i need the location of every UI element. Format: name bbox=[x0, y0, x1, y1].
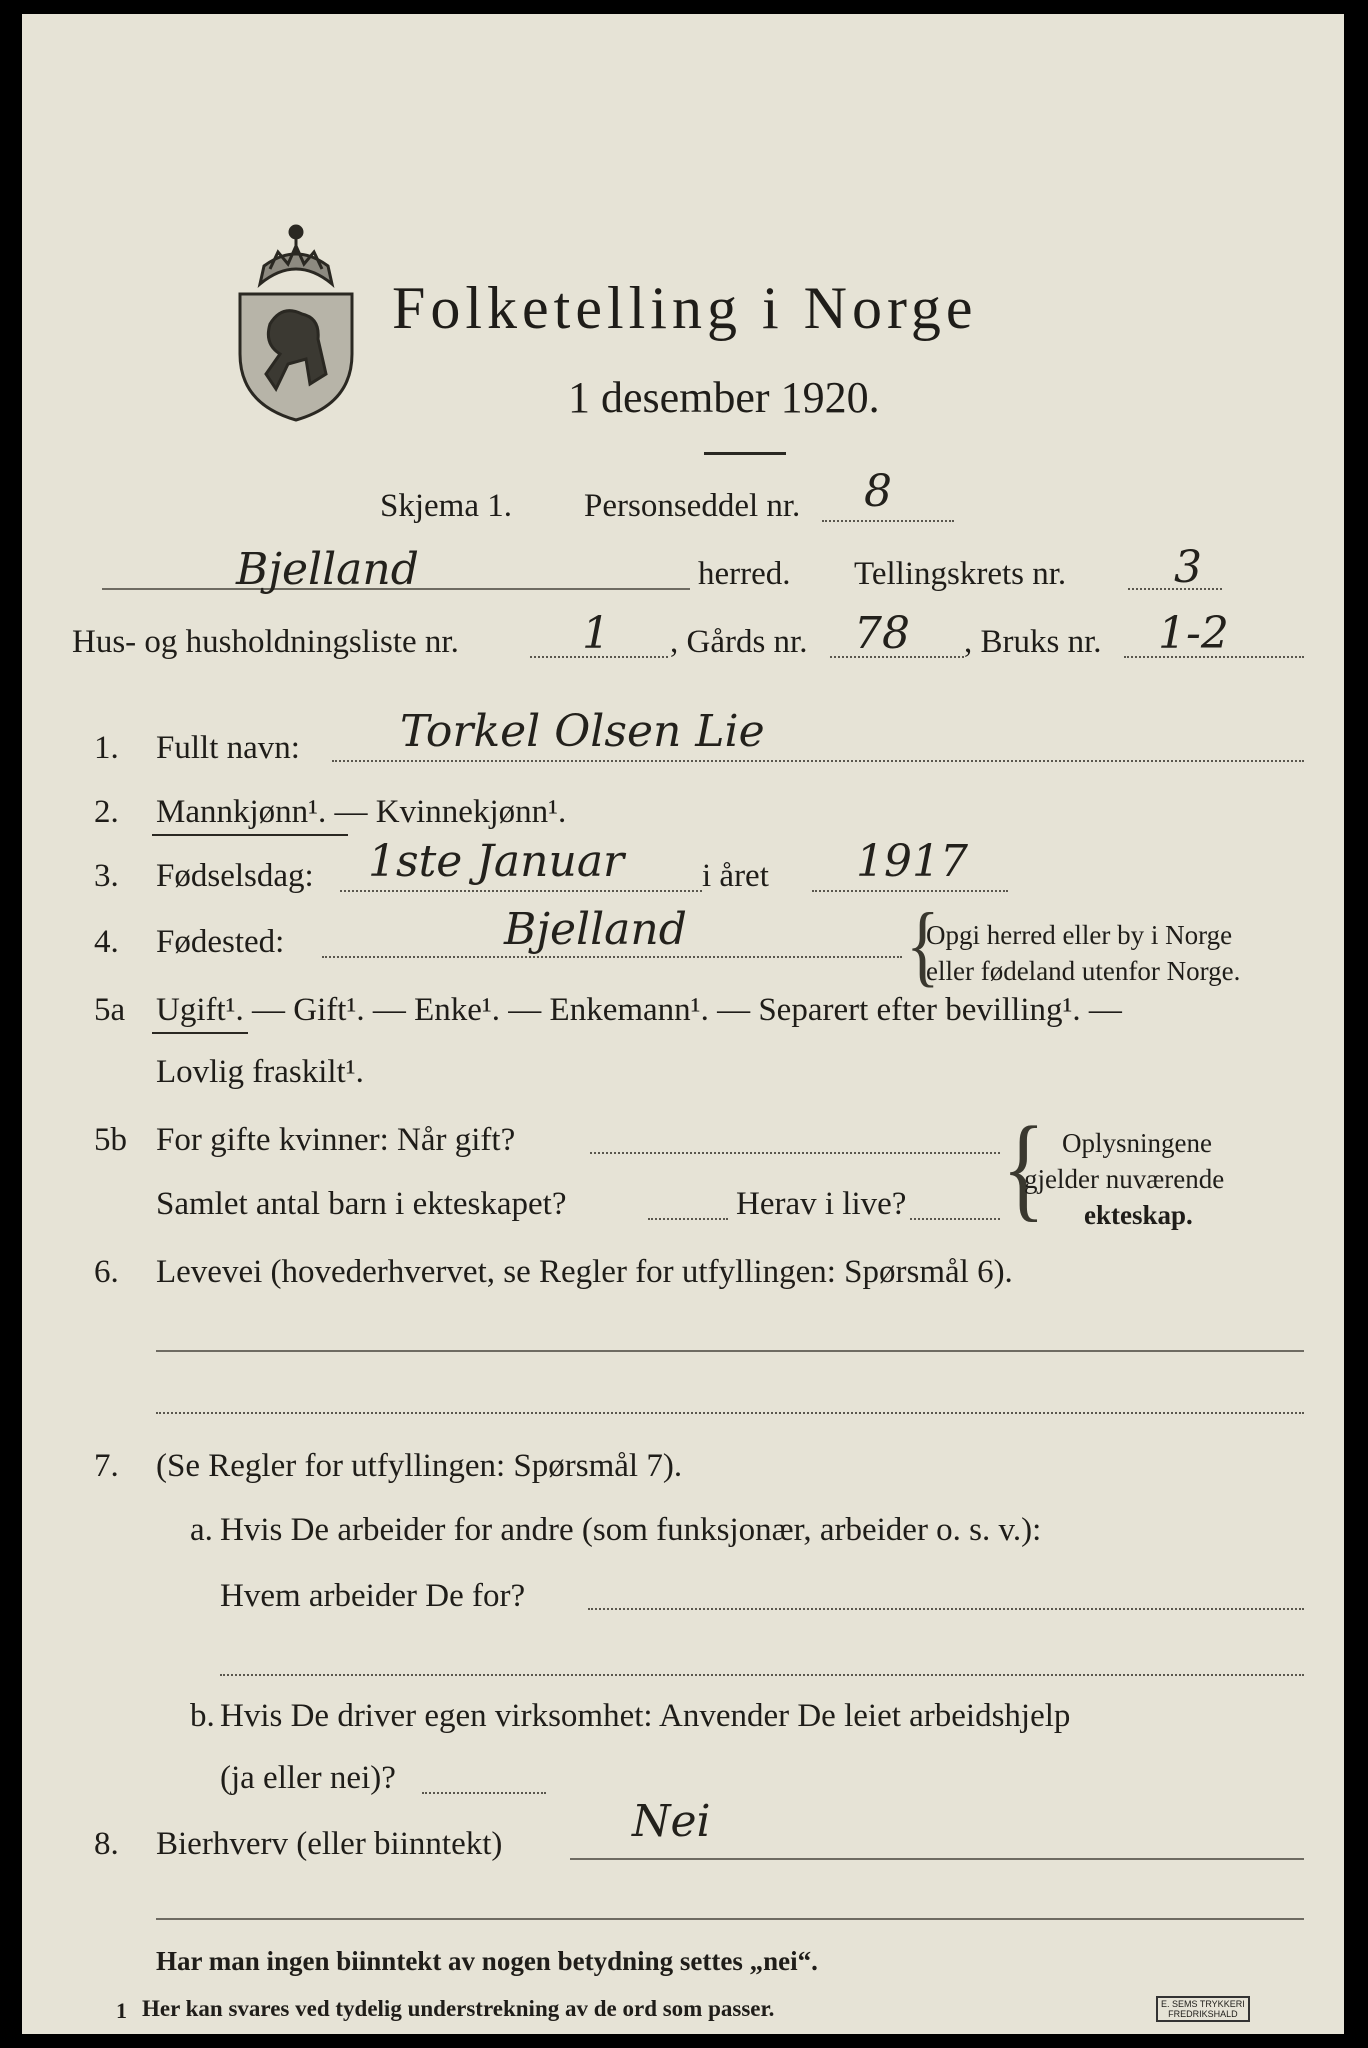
side-income-field-line-2 bbox=[156, 1918, 1304, 1920]
occupation-field-line-1 bbox=[156, 1350, 1304, 1352]
bruks-value[interactable]: 1-2 bbox=[1158, 608, 1229, 659]
birthplace-value[interactable]: Bjelland bbox=[504, 904, 687, 955]
printer-stamp bbox=[1156, 1996, 1250, 2022]
hus-value[interactable]: 1 bbox=[582, 608, 610, 659]
no-income-note: Har man ingen biinntekt av nogen betydning settes „nei“. bbox=[156, 1946, 818, 1976]
norway-coat-of-arms-icon bbox=[230, 214, 362, 424]
q3-label: Fødselsdag: bbox=[156, 858, 314, 894]
census-form-page bbox=[22, 14, 1344, 2034]
q3-number: 3. bbox=[94, 858, 119, 894]
personseddel-field-line bbox=[822, 520, 954, 522]
personseddel-label: Personseddel nr. bbox=[584, 488, 801, 524]
birth-year-value[interactable]: 1917 bbox=[856, 836, 968, 887]
birthday-field-line bbox=[340, 890, 702, 892]
birthplace-note-line2: eller fødeland utenfor Norge. bbox=[926, 956, 1241, 986]
q6-number: 6. bbox=[94, 1254, 119, 1290]
marriage-note-line1: Oplysningene bbox=[1062, 1128, 1212, 1158]
full-name-value[interactable]: Torkel Olsen Lie bbox=[400, 706, 765, 757]
q5b-number: 5b bbox=[94, 1122, 127, 1158]
birthplace-field-line bbox=[322, 956, 902, 958]
herred-value[interactable]: Bjelland bbox=[236, 544, 419, 595]
married-when-label: For gifte kvinner: Når gift? bbox=[156, 1122, 516, 1158]
gender-underline bbox=[152, 834, 348, 836]
full-name-field-line bbox=[332, 760, 1304, 762]
side-income-label: Bierhverv (eller biinntekt) bbox=[156, 1826, 503, 1862]
marriage-note-line3: ekteskap. bbox=[1084, 1200, 1193, 1230]
q7b-line2: (ja eller nei)? bbox=[220, 1760, 396, 1796]
year-label: i året bbox=[702, 858, 769, 894]
census-date: 1 desember 1920. bbox=[568, 373, 880, 422]
tellingskrets-value[interactable]: 3 bbox=[1174, 542, 1202, 593]
footnote-mark: 1 bbox=[116, 1998, 127, 2023]
bruks-label: , Bruks nr. bbox=[964, 624, 1102, 660]
q7-number: 7. bbox=[94, 1448, 119, 1484]
tellingskrets-label: Tellingskrets nr. bbox=[854, 556, 1067, 592]
side-income-field-line bbox=[570, 1858, 1304, 1860]
marriage-note-brace: { bbox=[1002, 1104, 1046, 1233]
marital-status-divorced: Lovlig fraskilt¹. bbox=[156, 1054, 364, 1090]
occupation-field-line-2 bbox=[156, 1412, 1304, 1414]
employer-field-line-1 bbox=[588, 1608, 1304, 1610]
birthplace-note-brace: { bbox=[906, 896, 940, 997]
gards-label: , Gårds nr. bbox=[670, 624, 808, 660]
occupation-label: Levevei (hovederhvervet, se Regler for utfyllingen: Spørsmål 6). bbox=[156, 1254, 1013, 1290]
form-title: Folketelling i Norge bbox=[392, 275, 978, 341]
printer-stamp-line2: FREDRIKSHALD bbox=[1168, 2009, 1238, 2019]
title-divider bbox=[704, 452, 786, 455]
q7-label: (Se Regler for utfyllingen: Spørsmål 7). bbox=[156, 1448, 683, 1484]
q7a-line1: Hvis De arbeider for andre (som funksjonær, arbeider o. s. v.): bbox=[220, 1512, 1042, 1548]
q2-gender-options: Mannkjønn¹. — Kvinnekjønn¹. bbox=[156, 794, 567, 830]
q7b-line1: Hvis De driver egen virksomhet: Anvender De leiet arbeidshjelp bbox=[220, 1698, 1071, 1734]
q4-label: Fødested: bbox=[156, 924, 285, 960]
q2-number: 2. bbox=[94, 794, 119, 830]
personseddel-value[interactable]: 8 bbox=[864, 466, 892, 517]
printer-stamp-line1: E. SEMS TRYKKERI bbox=[1161, 1999, 1245, 2009]
footnote-text: Her kan svares ved tydelig understrekning av de ord som passer. bbox=[142, 1996, 775, 2021]
herred-label: herred. bbox=[698, 556, 791, 592]
children-total-field-line bbox=[648, 1218, 728, 1220]
q1-label: Fullt navn: bbox=[156, 730, 300, 766]
side-income-value[interactable]: Nei bbox=[632, 1796, 711, 1847]
children-alive-field-line bbox=[910, 1218, 1000, 1220]
birthday-value[interactable]: 1ste Januar bbox=[368, 836, 625, 887]
gards-value[interactable]: 78 bbox=[854, 608, 910, 659]
q1-number: 1. bbox=[94, 730, 119, 766]
q7a-letter: a. bbox=[190, 1512, 213, 1548]
q7b-letter: b. bbox=[190, 1698, 215, 1734]
year-field-line bbox=[812, 890, 1008, 892]
hus-label: Hus- og husholdningsliste nr. bbox=[72, 624, 459, 660]
marital-underline bbox=[152, 1032, 248, 1034]
children-total-label: Samlet antal barn i ekteskapet? bbox=[156, 1186, 567, 1222]
employer-field-line-2 bbox=[220, 1674, 1304, 1676]
q8-number: 8. bbox=[94, 1826, 119, 1862]
skjema-label: Skjema 1. bbox=[380, 488, 512, 524]
marital-status-options: Ugift¹. — Gift¹. — Enke¹. — Enkemann¹. — Separert efter bevilling¹. — bbox=[156, 992, 1122, 1028]
birthplace-note-line1: Opgi herred eller by i Norge bbox=[926, 920, 1233, 950]
marriage-note-line2: gjelder nuværende bbox=[1024, 1164, 1225, 1194]
q4-number: 4. bbox=[94, 924, 119, 960]
hired-help-field-line bbox=[422, 1792, 546, 1794]
children-alive-label: Herav i live? bbox=[736, 1186, 907, 1222]
q7a-line2: Hvem arbeider De for? bbox=[220, 1578, 526, 1614]
married-when-field-line bbox=[590, 1152, 1000, 1154]
q5a-number: 5a bbox=[94, 992, 126, 1028]
